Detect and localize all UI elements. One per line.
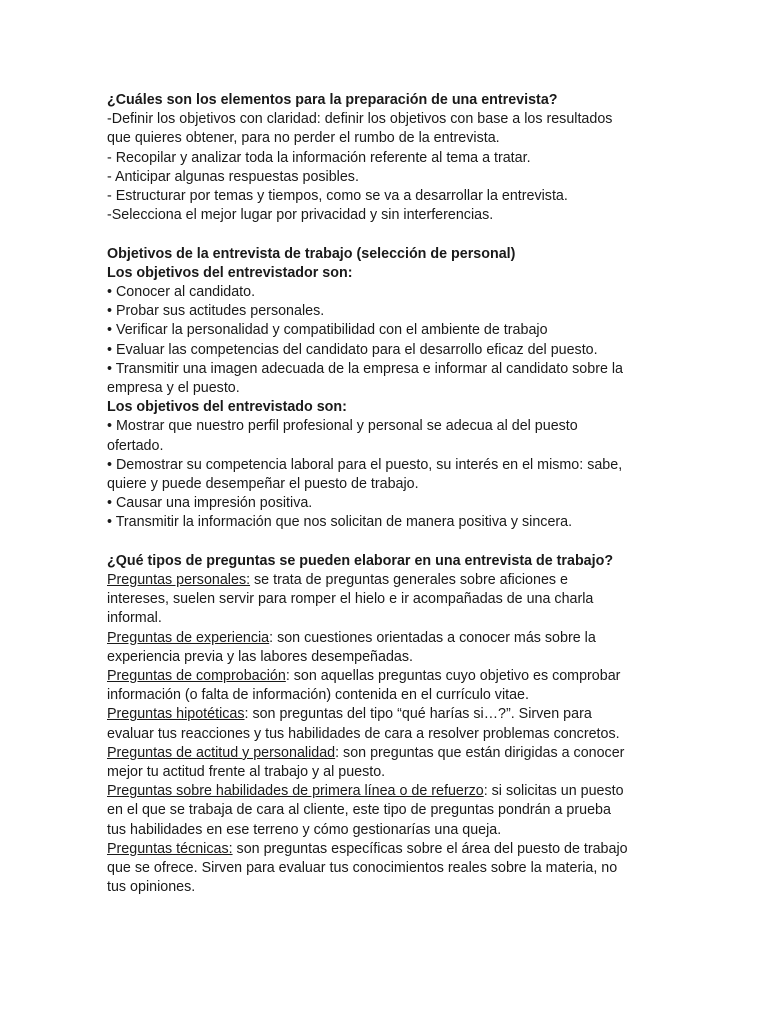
question-type-item	[107, 571, 667, 590]
interviewer-line: • Conocer al candidato.	[107, 284, 256, 301]
question-type-text: son preguntas específicas sobre el área del puesto de trabajo	[232, 840, 628, 857]
section1-line: - Estructurar por temas y tiempos, como se va a desarrollar la entrevista.	[107, 188, 568, 205]
interviewee-heading: Los objetivos del entrevistado son:	[107, 399, 347, 416]
question-type-term: Preguntas hipotéticas	[107, 706, 245, 723]
section1-line: - Anticipar algunas respuestas posibles.	[107, 168, 359, 185]
question-type-item	[107, 744, 667, 763]
question-type-text: : son cuestiones orientadas a conocer más sobre la	[269, 629, 596, 646]
document-page	[107, 91, 667, 898]
question-type-item	[107, 782, 667, 801]
interviewer-line: • Verificar la personalidad y compatibilidad con el ambiente de trabajo	[107, 322, 548, 339]
question-type-line: experiencia previa y las labores desempeñadas.	[107, 648, 413, 665]
question-type-line: evaluar tus reacciones y tus habilidades de cara a resolver problemas concretos.	[107, 725, 620, 742]
question-type-line: en el que se trabaja de cara al cliente, este tipo de preguntas pondrán a prueba	[107, 802, 611, 819]
question-type-item	[107, 629, 667, 648]
question-type-text: : son preguntas que están dirigidas a conocer	[335, 744, 625, 761]
interviewer-line: • Evaluar las competencias del candidato para el desarrollo eficaz del puesto.	[107, 341, 598, 358]
question-type-item	[107, 840, 667, 859]
question-type-line: tus habilidades en ese terreno y cómo gestionarías una queja.	[107, 821, 502, 838]
section1-heading: ¿Cuáles son los elementos para la preparación de una entrevista?	[107, 92, 558, 108]
question-type-line: tus opiniones.	[107, 879, 196, 896]
interviewer-line: • Transmitir una imagen adecuada de la empresa e informar al candidato sobre la	[107, 360, 624, 377]
interviewee-line: • Demostrar su competencia laboral para el puesto, su interés en el mismo: sabe,	[107, 456, 623, 473]
section2-heading: Objetivos de la entrevista de trabajo (selección de personal)	[107, 245, 516, 262]
question-type-term: Preguntas técnicas:	[107, 840, 233, 857]
interviewee-line: • Transmitir la información que nos solicitan de manera positiva y sincera.	[107, 514, 573, 531]
section1-line: -Selecciona el mejor lugar por privacidad y sin interferencias.	[107, 207, 494, 224]
paragraph-gap	[107, 225, 667, 244]
paragraph-gap	[107, 533, 667, 552]
section3-heading: ¿Qué tipos de preguntas se pueden elaborar en una entrevista de trabajo?	[107, 552, 614, 569]
interviewee-line: • Causar una impresión positiva.	[107, 495, 313, 512]
question-type-term: Preguntas de experiencia	[107, 629, 270, 646]
question-type-item	[107, 705, 667, 724]
question-type-item	[107, 667, 667, 686]
question-type-text: : si solicitas un puesto	[483, 783, 624, 800]
question-type-line: intereses, suelen servir para romper el hielo e ir acompañadas de una charla	[107, 591, 594, 608]
question-type-term: Preguntas de comprobación	[107, 668, 286, 685]
question-type-term: Preguntas personales:	[107, 572, 251, 589]
interviewer-heading: Los objetivos del entrevistador son:	[107, 264, 353, 281]
question-type-line: información (o falta de información) contenida en el currículo vitae.	[107, 687, 529, 704]
interviewer-line: empresa y el puesto.	[107, 380, 240, 397]
question-type-text: : son aquellas preguntas cuyo objetivo es comprobar	[285, 668, 621, 685]
question-type-term: Preguntas sobre habilidades de primera línea o de refuerzo	[107, 783, 484, 800]
question-type-line: que se ofrece. Sirven para evaluar tus conocimientos reales sobre la materia, no	[107, 860, 618, 877]
question-type-line: mejor tu actitud frente al trabajo y al puesto.	[107, 764, 386, 781]
question-type-text: se trata de preguntas generales sobre aficiones e	[250, 572, 568, 589]
interviewee-line: ofertado.	[107, 437, 164, 454]
interviewee-line: quiere y puede desempeñar el puesto de trabajo.	[107, 476, 419, 493]
interviewer-line: • Probar sus actitudes personales.	[107, 303, 325, 320]
section1-line: -Definir los objetivos con claridad: definir los objetivos con base a los resultados	[107, 111, 613, 128]
question-type-term: Preguntas de actitud y personalidad	[107, 744, 336, 761]
question-type-text: : son preguntas del tipo “qué harías si…?”. Sirven para	[244, 706, 592, 723]
question-type-line: informal.	[107, 610, 162, 627]
section1-line: - Recopilar y analizar toda la información referente al tema a tratar.	[107, 149, 531, 166]
interviewee-line: • Mostrar que nuestro perfil profesional y personal se adecua al del puesto	[107, 418, 578, 435]
section1-line: que quieres obtener, para no perder el rumbo de la entrevista.	[107, 130, 500, 147]
